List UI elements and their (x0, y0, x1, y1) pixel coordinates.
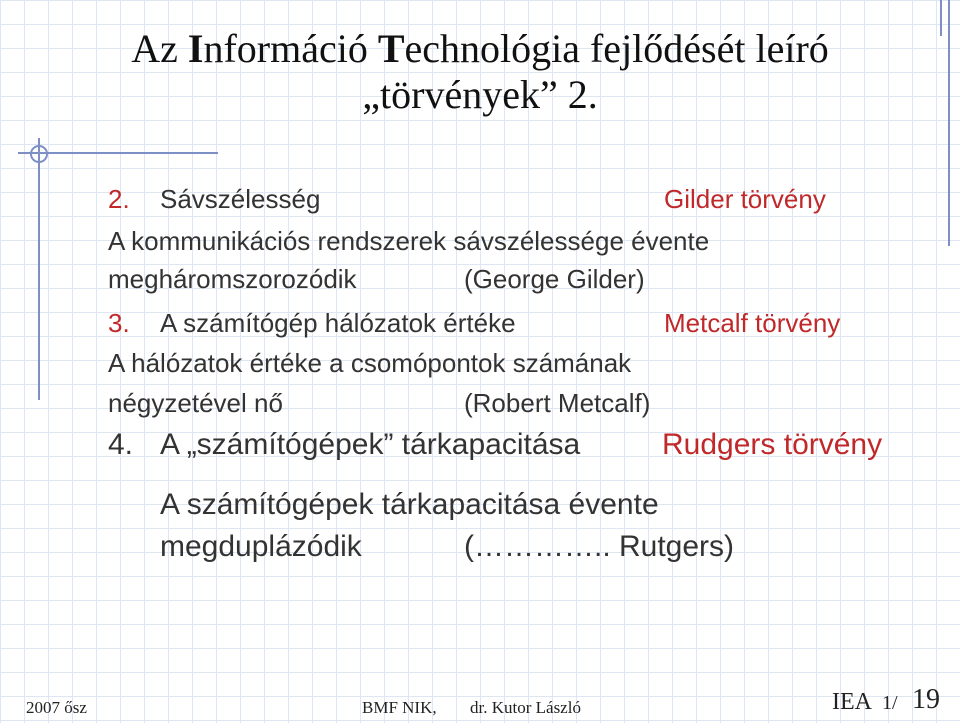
title-initial-t: T (377, 26, 405, 71)
item-2-name: Sávszélesség (160, 184, 321, 214)
decorative-vertical-line (38, 138, 40, 400)
item-3-name: A számítógép hálózatok értéke (160, 308, 516, 338)
item-3-desc-line1: A hálózatok értéke a csomópontok számának (108, 348, 632, 378)
title-part: nformáció (203, 26, 378, 71)
footer-course-code: IEA (832, 689, 872, 715)
item-4-law: Rudgers törvény (662, 428, 883, 461)
title-initial-i: I (187, 26, 204, 71)
title-part: echnológia fejlődését leíró (404, 26, 829, 71)
title-part: Az (131, 26, 188, 71)
item-3-desc-line2: négyzetével nő (108, 388, 283, 418)
item-4-desc-line2: megduplázódik (160, 530, 362, 563)
title-line-2: „törvények” 2. (362, 72, 598, 117)
item-2-number: 2. (108, 184, 130, 214)
footer-page-number: 1/ (882, 692, 898, 714)
item-2-law: Gilder törvény (664, 184, 826, 214)
item-4-author: (………….. Rutgers) (464, 530, 735, 563)
item-2-desc-line1: A kommunikációs rendszerek sávszélessége évente (108, 226, 710, 256)
footer-semester: 2007 ősz (26, 698, 87, 717)
item-4-desc-line1: A számítógépek tárkapacitása évente (160, 488, 659, 521)
item-3-law: Metcalf törvény (664, 308, 841, 338)
item-3-number: 3. (108, 308, 130, 338)
footer-page-total: 19 (912, 684, 940, 715)
slide-title (0, 26, 960, 118)
footer-author: dr. Kutor László (470, 698, 581, 717)
title-line-1 (0, 26, 960, 72)
footer-institution: BMF NIK, (362, 698, 437, 717)
item-3-author: (Robert Metcalf) (464, 388, 651, 418)
item-2-author: (George Gilder) (464, 264, 645, 294)
decorative-circle-icon (30, 145, 48, 163)
item-2-desc-line2: megháromszorozódik (108, 264, 357, 294)
item-4-number: 4. (108, 428, 134, 461)
item-4-name: A „számítógépek” tárkapacitása (160, 428, 581, 461)
decorative-horizontal-line (18, 152, 218, 154)
